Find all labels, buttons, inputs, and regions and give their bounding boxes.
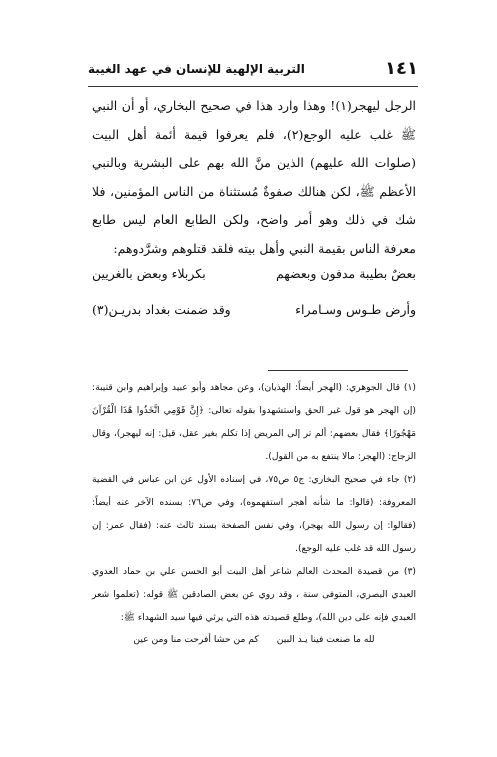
verse-left-hemistich: وقد ضمنت بغداد بدريـن(٣) <box>92 302 231 317</box>
running-head <box>88 58 418 84</box>
verse-right-hemistich: بعضٌ بطيبة مدفون وبعضهم <box>275 266 416 281</box>
footnote-1: (١) قال الجوهري: (الهجر أيضاً: الهذيان)، وعن مجاهد وأبو عبيد وإبراهيم وابن قتيبة: (إن الهجر هو قول غير الحق واستشهدوا بقوله تعالى: ﴿إِنَّ قَوْمِي اتَّخَذُوا هَٰذَا الْقُرْآنَ مَهْجُورًا﴾ فقال بعضهم: ألم تر إلى المريض إذا تكلم بغير عقل، قيل: إنه ليهجر)، وقال الزجاج: (الهجر: مالا ينتفع به من القول). <box>92 382 416 462</box>
footnote-separator <box>268 370 408 371</box>
footnote-2: (٢) جاء في صحيح البخاري: ج٥ ص٧٥، في إسناده الأول عن ابن عباس في القضية المعروفة: (قالوا: ما شأنه أهجر استفهموه)، وفي ص٧٦: بسنده الآخر عنه أيضاً: (فقالوا: إن رسول الله يهجر)، وفي نفس الصفحة بسند ثالث عنه: (فقال عمر: إن رسول الله قد غلب عليه الوجع). <box>92 474 416 554</box>
verse-line <box>92 266 416 302</box>
footnote-3: (٣) من قصيدة المحدث العالم شاعر أهل البيت أبو الحسن علي بن حماد العدوي العبدي البصري، المتوفى سنة ، وقد روي عن بعض الصادقين ﷺ قوله: (تعلموا شعر العبدي فإنه على دين الله)، وطلع قصيدته هذه التي يرثي فيها سيد الشهداء ﷺ: <box>92 566 416 623</box>
footnote-verse-line <box>92 629 416 651</box>
verse-left-hemistich: بكربلاء وبعض بالغريين <box>92 266 206 281</box>
body-paragraph: الرجل ليهجر(١)! وهذا وارد هذا في صحيح البخاري، أو أن النبي ﷺ غلب عليه الوجع(٢)، فلم يعرفوا قيمة أئمة أهل البيت (صلوات الله عليهم) الذين منَّ الله بهم على البشرية وبالنبي الأعظم ﷺ، لكن هنالك صفوةٌ مُستثناة من الناس المؤمنين، فلا شك في ذلك وهو أمر واضح، ولكن الطابع العام ليس طابع معرفة الناس بقيمة النبي وأهل بيته فلقد قتلوهم وشرَّدوهم: <box>92 98 417 256</box>
footnote-verse-right: لله ما صنعت فينا يـد البين <box>276 634 375 645</box>
verse-right-hemistich: وأرض طـوس وسـامراء <box>295 302 416 317</box>
footnotes <box>92 376 416 651</box>
page-number: ١٤١ <box>385 58 418 79</box>
running-title: التربية الإلهية للإنسان في عهد الغيبة <box>88 62 305 76</box>
header-rule <box>88 86 418 87</box>
verse-line <box>92 302 416 338</box>
main-text <box>92 92 416 264</box>
footnote-verse-left: كم من حشا أفرحت منا ومن عين <box>133 634 259 645</box>
poem-verses <box>92 266 416 338</box>
